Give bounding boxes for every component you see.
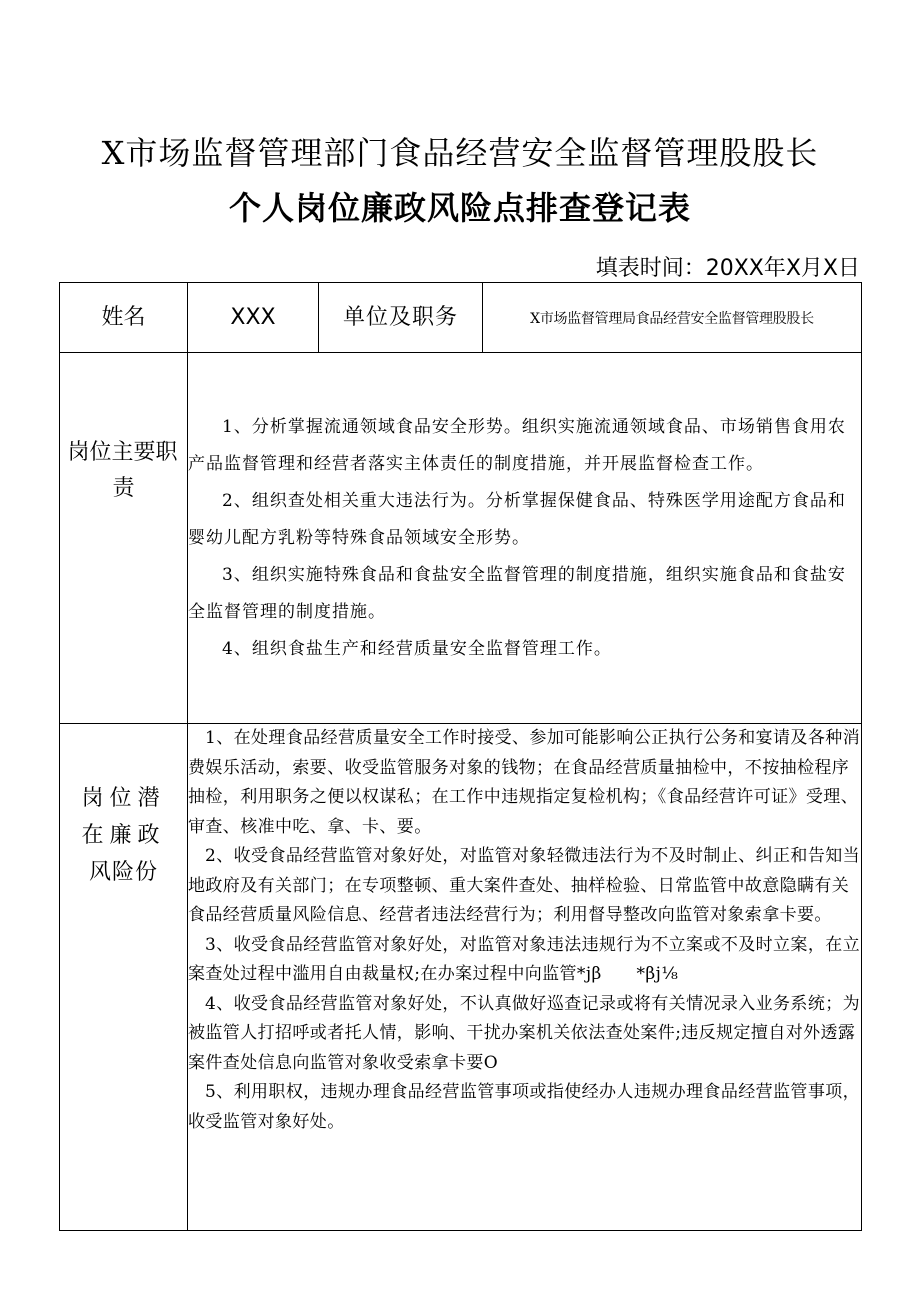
unit-label: 单位及职务 bbox=[319, 283, 483, 353]
duties-row bbox=[60, 353, 862, 724]
header-row bbox=[60, 283, 862, 353]
unit-value: X市场监督管理局食品经营安全监督管理股股长 bbox=[483, 283, 862, 353]
duties-label-line1: 岗位主要职 bbox=[67, 440, 178, 465]
risks-label-line3: 风险份 bbox=[88, 860, 158, 885]
name-label: 姓名 bbox=[60, 283, 188, 353]
duty-item: 3、组织实施特殊食品和食盐安全监督管理的制度措施，组织实施食品和食盐安全监督管理的制度措施。 bbox=[188, 564, 846, 622]
fill-date: 填表时间：20XX年X月X日 bbox=[595, 256, 860, 281]
risks-label-line1: 岗位潜 bbox=[81, 786, 166, 811]
duties-label bbox=[60, 353, 188, 724]
risk-item: 3、收受食品经营监管对象好处，对监管对象违法违规行为不立案或不及时立案，在立案查处过程中滥用自由裁量权;在办案过程中向监管*jβ *βj⅛ bbox=[188, 934, 861, 984]
name-value: XXX bbox=[188, 283, 319, 353]
registration-table bbox=[59, 282, 862, 1231]
duty-item: 2、组织查处相关重大违法行为。分析掌握保健食品、特殊医学用途配方食品和婴幼儿配方乳粉等特殊食品领域安全形势。 bbox=[188, 490, 846, 548]
risks-row bbox=[60, 724, 862, 1231]
risk-item: 5、利用职权，违规办理食品经营监管事项或指使经办人违规办理食品经营监管事项，收受监管对象好处。 bbox=[188, 1082, 861, 1132]
risks-label bbox=[60, 724, 188, 1231]
duties-label-line2: 责 bbox=[112, 476, 135, 501]
risk-item: 1、在处理食品经营质量安全工作时接受、参加可能影响公正执行公务和宴请及各种消费娱乐活动，索要、收受监管服务对象的钱物；在食品经营质量抽检中，不按抽检程序抽检，利用职务之便以权谋私；在工作中违规指定复检机构；《食品经营许可证》受理、审查、核准中吃、拿、卡、要。 bbox=[188, 728, 861, 837]
risks-content bbox=[188, 724, 862, 1231]
duty-item: 4、组织食盐生产和经营质量安全监督管理工作。 bbox=[222, 638, 612, 659]
document-title-line1: X市场监督管理部门食品经营安全监督管理股股长 bbox=[101, 134, 819, 172]
duties-content bbox=[188, 353, 862, 724]
risks-label-line2: 在廉政 bbox=[81, 823, 166, 848]
duty-item: 1、分析掌握流通领域食品安全形势。组织实施流通领域食品、市场销售食用农产品监督管理和经营者落实主体责任的制度措施，并开展监督检查工作。 bbox=[188, 416, 846, 474]
risk-item: 4、收受食品经营监管对象好处，不认真做好巡查记录或将有关情况录入业务系统；为被监管人打招呼或者托人情，影响、干扰办案机关依法查处案件;违反规定擅自对外透露案件查处信息向监管对象收受索拿卡要O bbox=[188, 993, 861, 1073]
document-title-line2: 个人岗位廉政风险点排查登记表 bbox=[228, 189, 691, 227]
risk-item: 2、收受食品经营监管对象好处，对监管对象轻微违法行为不及时制止、纠正和告知当地政府及有关部门；在专项整顿、重大案件查处、抽样检验、日常监管中故意隐瞒有关食品经营质量风险信息、经营者违法经营行为；利用督导整改向监管对象索拿卡要。 bbox=[188, 846, 861, 925]
